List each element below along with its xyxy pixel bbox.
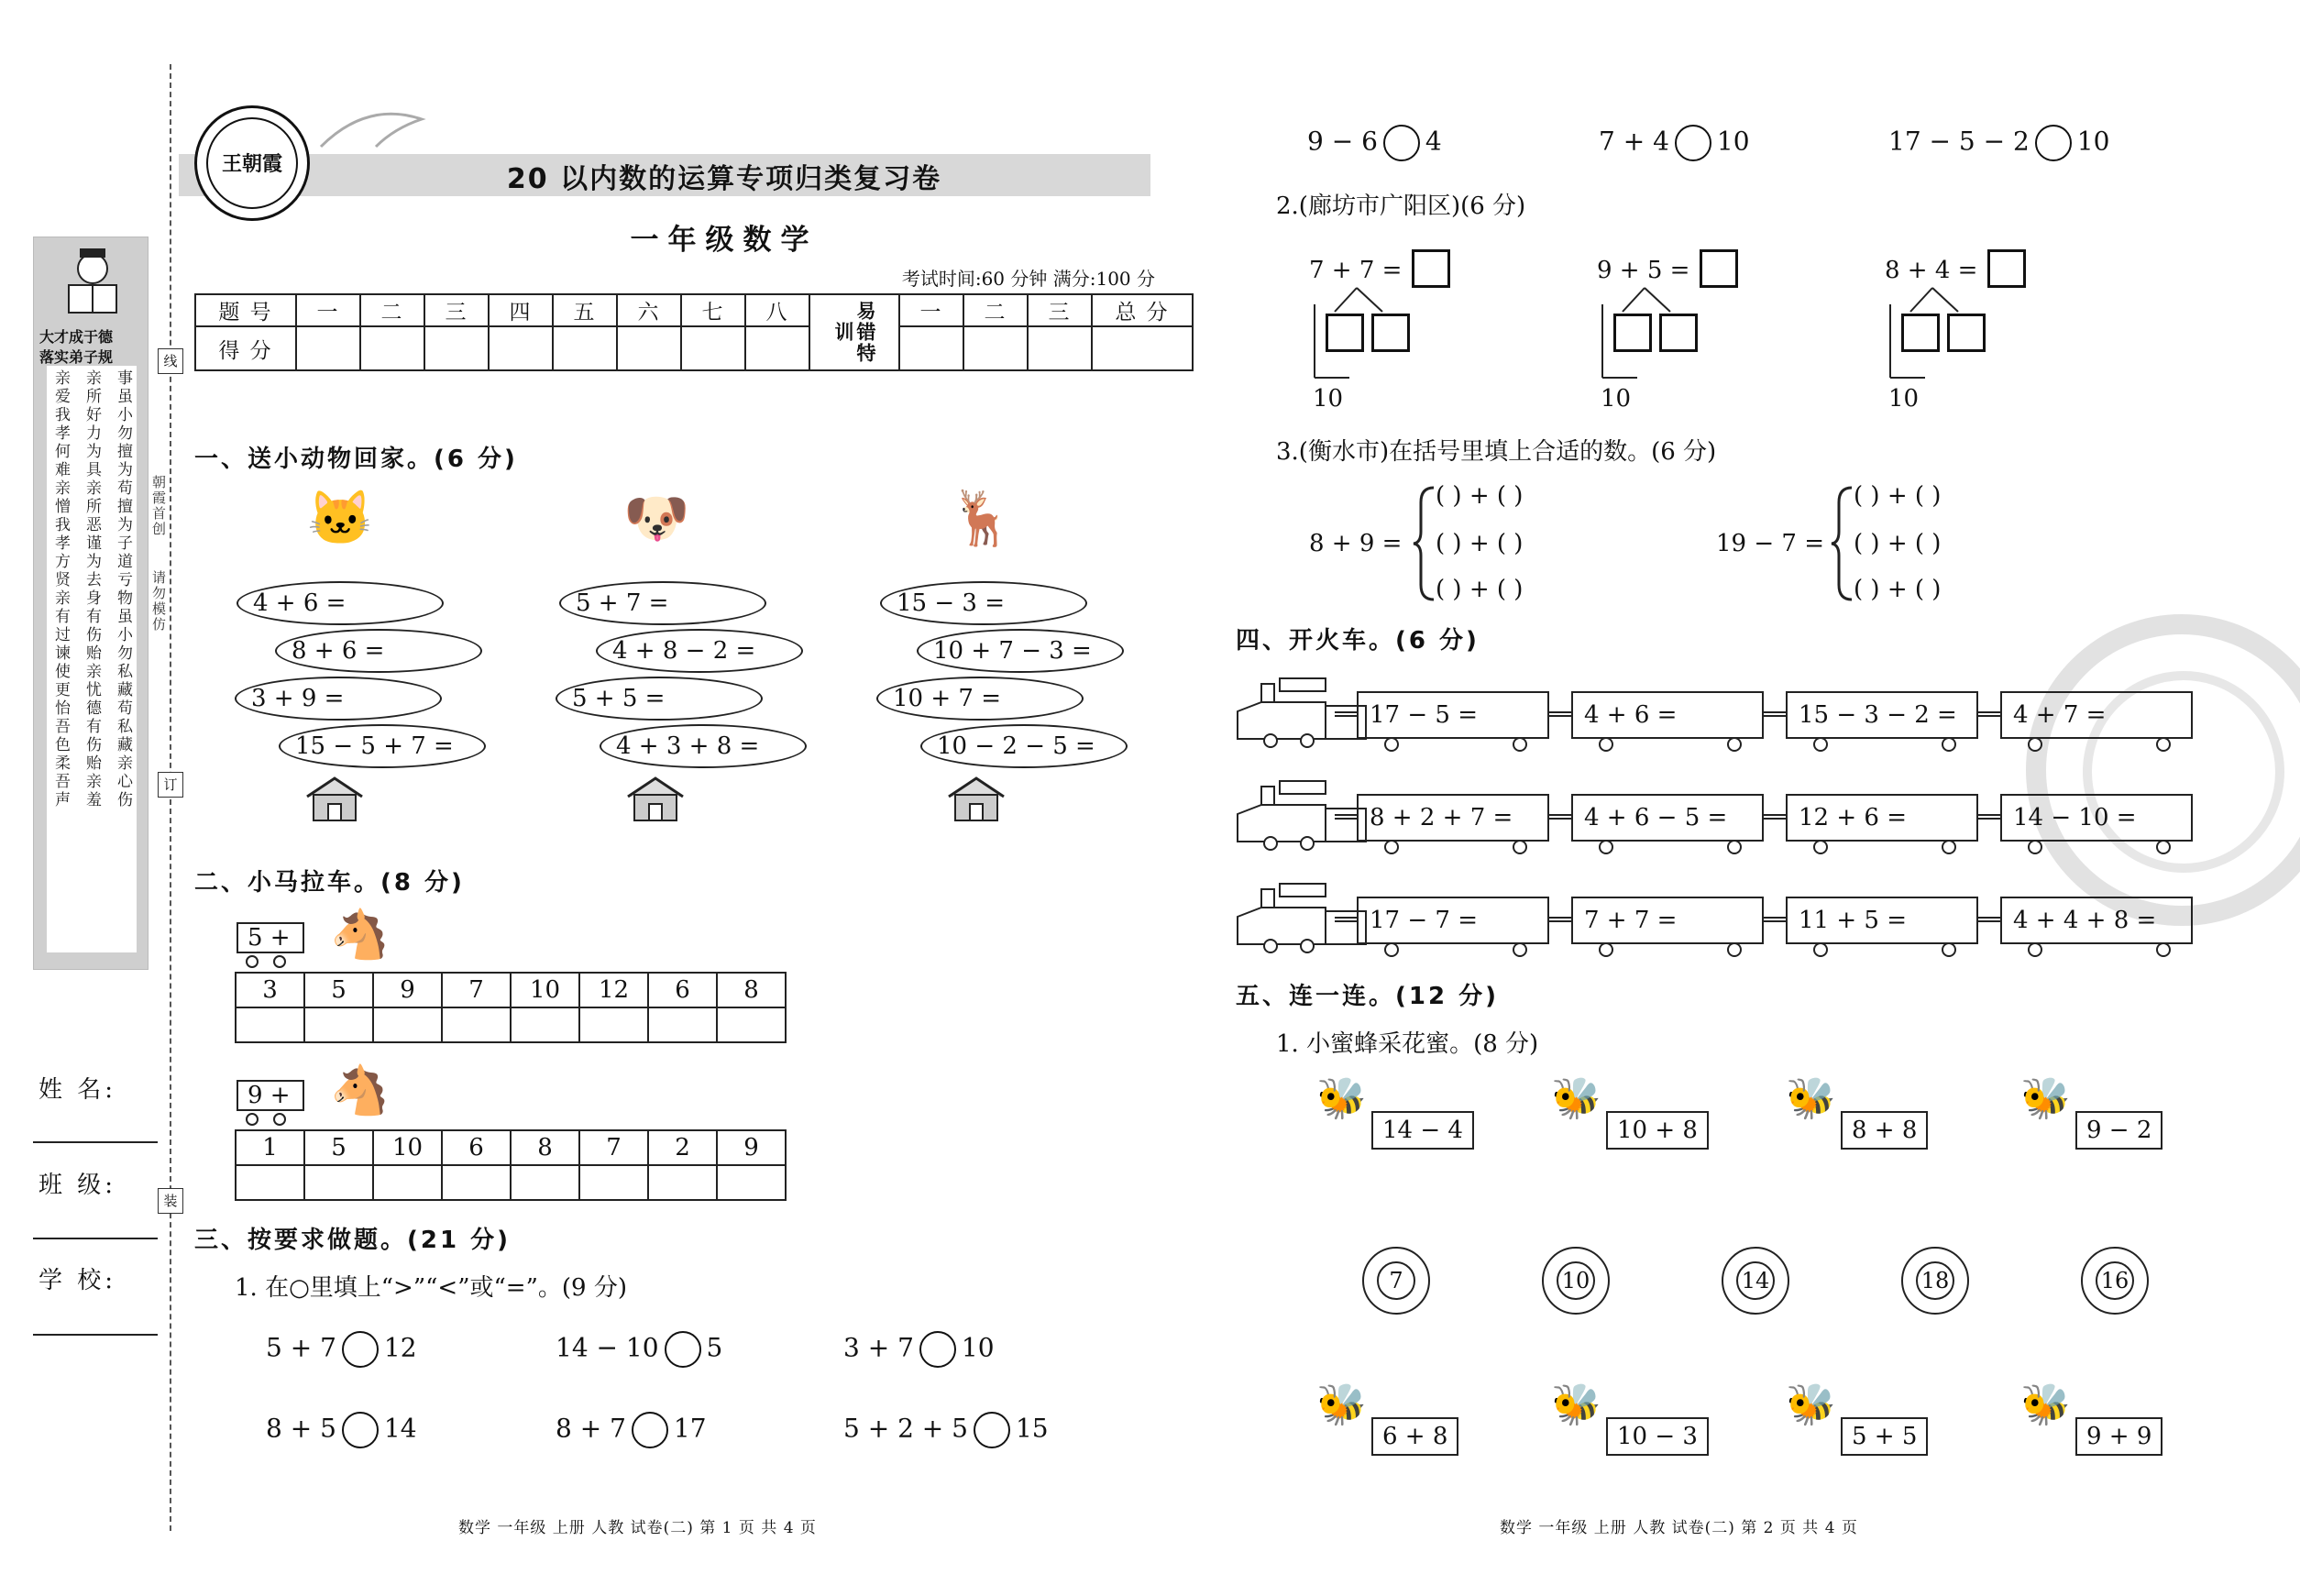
q2-instruction: 2.(廊坊市广阳区)(6 分) [1276,193,1526,220]
page-title: 20 以内数的运算专项归类复习卷 [506,163,942,195]
grid-number: 8 [717,973,786,1007]
answer-cell[interactable] [648,1007,717,1042]
compare-circle[interactable] [632,1412,668,1448]
answer-box[interactable] [1987,249,2026,288]
cart-wheel [246,955,259,968]
score-header-cell: 总 分 [1092,294,1193,326]
ten-label: 10 [1888,385,1920,413]
compare-right: 15 [1015,1413,1049,1444]
flower-icon[interactable] [1722,1247,1789,1315]
answer-box[interactable] [1412,249,1450,288]
score-header-cell: 一 [296,294,360,326]
class-label: 班 级: [39,1172,117,1199]
ribbon-ornament [312,101,440,156]
train-wagon[interactable]: 12 + 6 = [1786,794,1978,842]
compare-right: 10 [961,1332,995,1363]
wagon-wheel [1384,737,1399,752]
expression-oval[interactable]: 4 + 3 + 8 = [600,724,807,768]
compare-left: 5 + 2 + 5 [843,1413,968,1444]
bee-icon: 🐝 [2020,1381,2071,1428]
wagon-wheel [2028,942,2042,957]
compare-right: 10 [2076,126,2110,157]
grid-number: 3 [236,973,304,1007]
bee-expression[interactable]: 10 + 8 [1606,1111,1709,1150]
wagon-coupler [1764,711,1786,717]
grid-number: 10 [511,973,579,1007]
wagon-coupler [1549,711,1571,717]
answer-box[interactable] [1613,314,1652,352]
wagon-coupler [1978,917,2000,922]
score-cell[interactable] [489,326,553,370]
compare-left: 3 + 7 [843,1332,914,1363]
wagon-wheel [2156,737,2171,752]
cart-grid-2 [235,1129,787,1201]
section-2-heading: 二、小马拉车。(8 分) [194,869,465,897]
compare-right: 10 [1716,126,1750,157]
decompose-expr: 8 + 4 = [1885,257,1978,284]
wagon-wheel [1813,840,1828,854]
grid-number: 9 [373,973,442,1007]
brand-logo: 王朝霞 [194,105,310,221]
exam-info: 考试时间:60 分钟 满分:100 分 [901,268,1155,290]
q3-blank[interactable]: ( ) + ( ) [1436,530,1524,557]
compare-circle[interactable] [1383,125,1420,161]
compare-item [556,1412,707,1448]
answer-cell[interactable] [511,1007,579,1042]
bee-icon: 🐝 [1316,1075,1367,1122]
score-table [194,293,1194,371]
verse-column-3: 事虽小勿擅为苟擅为子道亏物虽小勿私藏苟私藏亲心伤 [114,369,132,809]
expression-oval[interactable]: 15 − 3 = [880,581,1087,625]
answer-cell[interactable] [442,1165,511,1200]
note-no-copy: 请勿模仿 [150,570,167,633]
watermark-seal [2026,614,2300,926]
score-header-cell: 一 [899,294,963,326]
cat-icon: 🐱 [307,487,374,549]
binding-dashed-line [170,64,171,1531]
score-header-cell: 六 [617,294,681,326]
train-wagon[interactable]: 8 + 2 + 7 = [1357,794,1549,842]
bee-icon: 🐝 [1551,1075,1601,1122]
score-cell[interactable] [553,326,617,370]
train-wagon[interactable]: 4 + 6 = [1571,691,1764,739]
school-label: 学 校: [39,1267,117,1294]
train-wagon[interactable]: 7 + 7 = [1571,897,1764,944]
grid-number: 8 [511,1130,579,1165]
cart-label: 5 + [237,922,304,953]
compare-circle[interactable] [342,1412,379,1448]
score-header-special: 易错特训 [809,294,899,370]
answer-cell[interactable] [373,1165,442,1200]
expression-oval[interactable]: 3 + 9 = [235,677,442,721]
score-header-cell: 二 [360,294,424,326]
flower-icon[interactable] [2081,1247,2149,1315]
wagon-wheel [1813,942,1828,957]
section-1-heading: 一、送小动物回家。(6 分) [194,446,518,473]
expression-oval[interactable]: 4 + 8 − 2 = [596,629,803,673]
house-icon [944,775,1008,822]
bee-expression[interactable]: 9 + 9 [2075,1417,2162,1456]
decompose-expr: 9 + 5 = [1597,257,1690,284]
flower-icon[interactable] [1901,1247,1969,1315]
grid-number: 6 [442,1130,511,1165]
motto-line-2: 落实弟子规 [39,348,114,366]
motto-panel [33,237,149,970]
scholar-illustration [56,245,129,322]
flower-icon[interactable] [1362,1247,1430,1315]
compare-item [556,1331,722,1368]
bee-icon: 🐝 [1786,1075,1836,1122]
bee-expression[interactable]: 14 − 4 [1371,1111,1474,1150]
expression-oval[interactable]: 10 − 2 − 5 = [920,724,1128,768]
answer-box[interactable] [1371,314,1410,352]
ten-label: 10 [1601,385,1632,413]
score-header-cell: 三 [1028,294,1092,326]
wagon-wheel [1942,942,1956,957]
compare-right: 17 [673,1413,707,1444]
q1-instruction: 1. 在○里填上“>”“<”或“=”。(9 分) [235,1274,627,1302]
answer-cell[interactable] [304,1007,373,1042]
answer-cell[interactable] [579,1165,648,1200]
wagon-coupler [1335,917,1357,922]
verse-column-2: 亲所好力为具亲所恶谨为去身有伤贻亲忧德有伤贻亲羞 [83,369,101,809]
grid-number: 6 [648,973,717,1007]
train-wagon[interactable]: 15 − 3 − 2 = [1786,691,1978,739]
wagon-wheel [1599,840,1613,854]
compare-circle[interactable] [342,1331,379,1368]
wagon-wheel [1599,942,1613,957]
section-3-heading: 三、按要求做题。(21 分) [194,1227,511,1254]
expression-oval[interactable]: 5 + 7 = [559,581,766,625]
compare-left: 9 − 6 [1307,126,1378,157]
bee-icon: 🐝 [2020,1075,2071,1122]
compare-circle[interactable] [1675,125,1711,161]
cart-label: 9 + [237,1080,304,1111]
bee-icon: 🐝 [1551,1381,1601,1428]
compare-left: 8 + 7 [556,1413,626,1444]
expression-oval[interactable]: 5 + 5 = [556,677,763,721]
answer-box[interactable] [1700,249,1738,288]
wagon-wheel [1727,942,1742,957]
answer-cell[interactable] [511,1165,579,1200]
compare-right: 14 [383,1413,417,1444]
wagon-coupler [1549,814,1571,820]
cut-mark-xian: 线 [158,348,183,374]
grid-number: 7 [442,973,511,1007]
wagon-wheel [1727,840,1742,854]
compare-circle[interactable] [919,1331,956,1368]
cart-wheel [273,1113,286,1126]
score-cell[interactable] [1028,326,1092,370]
compare-item [1888,125,2109,161]
deer-icon: 🦌 [949,487,1016,549]
answer-box[interactable] [1659,314,1698,352]
score-header-cell: 题 号 [195,294,296,326]
score-header-cell: 八 [745,294,809,326]
train-wagon[interactable]: 4 + 4 + 8 = [2000,897,2193,944]
section-4-heading: 四、开火车。(6 分) [1236,627,1480,655]
compare-item [266,1412,417,1448]
bee-expression[interactable]: 10 − 3 [1606,1417,1709,1456]
score-cell[interactable] [1092,326,1193,370]
train-wagon[interactable]: 17 − 5 = [1357,691,1549,739]
compare-item [1307,125,1442,161]
q3-blank[interactable]: ( ) + ( ) [1436,576,1524,603]
wagon-wheel [1599,737,1613,752]
verse-area [47,366,137,952]
answer-box[interactable] [1326,314,1364,352]
score-cell[interactable] [617,326,681,370]
score-cell[interactable] [963,326,1028,370]
school-field[interactable] [33,1334,158,1336]
score-header-cell: 五 [553,294,617,326]
cart-grid-1 [235,972,787,1043]
q3-right-expr: 19 − 7 = [1716,530,1824,557]
score-cell[interactable] [424,326,489,370]
train-wagon[interactable]: 14 − 10 = [2000,794,2193,842]
ten-label: 10 [1313,385,1344,413]
wagon-wheel [1384,840,1399,854]
wagon-wheel [1942,840,1956,854]
wagon-wheel [1813,737,1828,752]
grid-number: 5 [304,973,373,1007]
answer-cell[interactable] [442,1007,511,1042]
score-header-cell: 四 [489,294,553,326]
answer-cell[interactable] [579,1007,648,1042]
score-cell[interactable] [681,326,745,370]
grid-number: 12 [579,973,648,1007]
wagon-coupler [1978,814,2000,820]
flower-number: 7 [1377,1261,1415,1300]
house-icon [303,775,367,822]
answer-cell[interactable] [236,1007,304,1042]
wagon-wheel [2156,942,2171,957]
score-value-row [195,326,1193,370]
q3-blank[interactable]: ( ) + ( ) [1854,482,1942,510]
answer-cell[interactable] [373,1007,442,1042]
compare-left: 17 − 5 − 2 [1888,126,2030,157]
wagon-wheel [2028,840,2042,854]
note-original: 朝霞首创 [150,475,167,537]
grid-number: 5 [304,1130,373,1165]
wagon-wheel [1727,737,1742,752]
wagon-coupler [1978,711,2000,717]
flower-number: 16 [2096,1261,2134,1300]
horse-icon: 🐴 [330,908,390,963]
train-wagon[interactable]: 4 + 6 − 5 = [1571,794,1764,842]
dog-icon: 🐶 [623,487,690,549]
bee-expression[interactable]: 8 + 8 [1841,1111,1928,1150]
q3-blank[interactable]: ( ) + ( ) [1854,530,1942,557]
expression-oval[interactable]: 10 + 7 = [876,677,1084,721]
q3-instruction: 3.(衡水市)在括号里填上合适的数。(6 分) [1276,438,1717,466]
train-wagon[interactable]: 11 + 5 = [1786,897,1978,944]
bee-icon: 🐝 [1786,1381,1836,1428]
motto-line-1: 大才成于德 [39,328,114,346]
q3-blank[interactable]: ( ) + ( ) [1436,482,1524,510]
grid-number: 7 [579,1130,648,1165]
bee-expression[interactable]: 6 + 8 [1371,1417,1458,1456]
answer-cell[interactable] [304,1165,373,1200]
compare-circle[interactable] [665,1331,701,1368]
score-cell[interactable] [899,326,963,370]
compare-circle[interactable] [2035,125,2072,161]
compare-circle[interactable] [974,1412,1010,1448]
answer-cell[interactable] [717,1007,786,1042]
compare-right: 5 [706,1332,723,1363]
grid-number: 9 [717,1130,786,1165]
score-row-label: 得 分 [195,326,296,370]
wagon-coupler [1335,711,1357,717]
flower-icon[interactable] [1542,1247,1610,1315]
verse-column-1: 亲爱我孝何难亲憎我孝方贤亲有过谏使更怡吾色柔吾声 [51,369,70,809]
wagon-coupler [1335,814,1357,820]
score-cell[interactable] [296,326,360,370]
flower-number: 18 [1916,1261,1954,1300]
class-field[interactable] [33,1238,158,1239]
compare-left: 7 + 4 [1599,126,1669,157]
compare-right: 12 [383,1332,417,1363]
score-header-row [195,294,1193,326]
footer-right: 数学 一年级 上册 人教 试卷(二) 第 2 页 共 4 页 [1500,1519,1858,1537]
score-header-cell: 七 [681,294,745,326]
compare-item [843,1412,1049,1448]
expression-oval[interactable]: 10 + 7 − 3 = [917,629,1124,673]
score-header-cell: 三 [424,294,489,326]
wagon-wheel [1513,840,1527,854]
horse-icon: 🐴 [330,1063,390,1118]
wagon-wheel [1384,942,1399,957]
answer-box[interactable] [1947,314,1986,352]
expression-oval[interactable]: 15 − 5 + 7 = [279,724,486,768]
score-header-cell: 二 [963,294,1028,326]
wagon-wheel [1513,737,1527,752]
compare-item [843,1331,995,1368]
cut-mark-ding: 订 [158,772,183,798]
compare-left: 5 + 7 [266,1332,336,1363]
compare-item [266,1331,417,1368]
score-cell[interactable] [360,326,424,370]
section-5-heading: 五、连一连。(12 分) [1236,983,1499,1010]
grid-number: 10 [373,1130,442,1165]
expression-oval[interactable]: 8 + 6 = [275,629,482,673]
train-wagon[interactable]: 4 + 7 = [2000,691,2193,739]
wagon-wheel [2028,737,2042,752]
name-field[interactable] [33,1141,158,1143]
answer-cell[interactable] [648,1165,717,1200]
answer-cell[interactable] [717,1165,786,1200]
bee-expression[interactable]: 9 − 2 [2075,1111,2162,1150]
q3-blank[interactable]: ( ) + ( ) [1854,576,1942,603]
grid-number: 2 [648,1130,717,1165]
answer-cell[interactable] [236,1165,304,1200]
decompose-expr: 7 + 7 = [1309,257,1403,284]
footer-left: 数学 一年级 上册 人教 试卷(二) 第 1 页 共 4 页 [458,1519,817,1537]
score-cell[interactable] [745,326,809,370]
wagon-coupler [1764,814,1786,820]
wagon-wheel [1942,737,1956,752]
grid-number: 1 [236,1130,304,1165]
compare-item [1599,125,1750,161]
bee-instruction: 1. 小蜜蜂采花蜜。(8 分) [1276,1030,1539,1058]
wagon-wheel [2156,840,2171,854]
bee-icon: 🐝 [1316,1381,1367,1428]
answer-box[interactable] [1901,314,1940,352]
compare-left: 14 − 10 [556,1332,659,1363]
wagon-wheel [1513,942,1527,957]
cut-mark-zhuang: 装 [158,1188,183,1214]
flower-number: 14 [1736,1261,1775,1300]
flower-number: 10 [1557,1261,1595,1300]
compare-left: 8 + 5 [266,1413,336,1444]
compare-right: 4 [1425,126,1442,157]
train-wagon[interactable]: 17 − 7 = [1357,897,1549,944]
wagon-coupler [1549,917,1571,922]
q3-left-expr: 8 + 9 = [1309,530,1403,557]
page-subtitle: 一年级数学 [630,224,819,257]
wagon-coupler [1764,917,1786,922]
name-label: 姓 名: [39,1076,117,1104]
expression-oval[interactable]: 4 + 6 = [237,581,444,625]
house-icon [623,775,688,822]
cart-wheel [273,955,286,968]
bee-expression[interactable]: 5 + 5 [1841,1417,1928,1456]
cart-wheel [246,1113,259,1126]
